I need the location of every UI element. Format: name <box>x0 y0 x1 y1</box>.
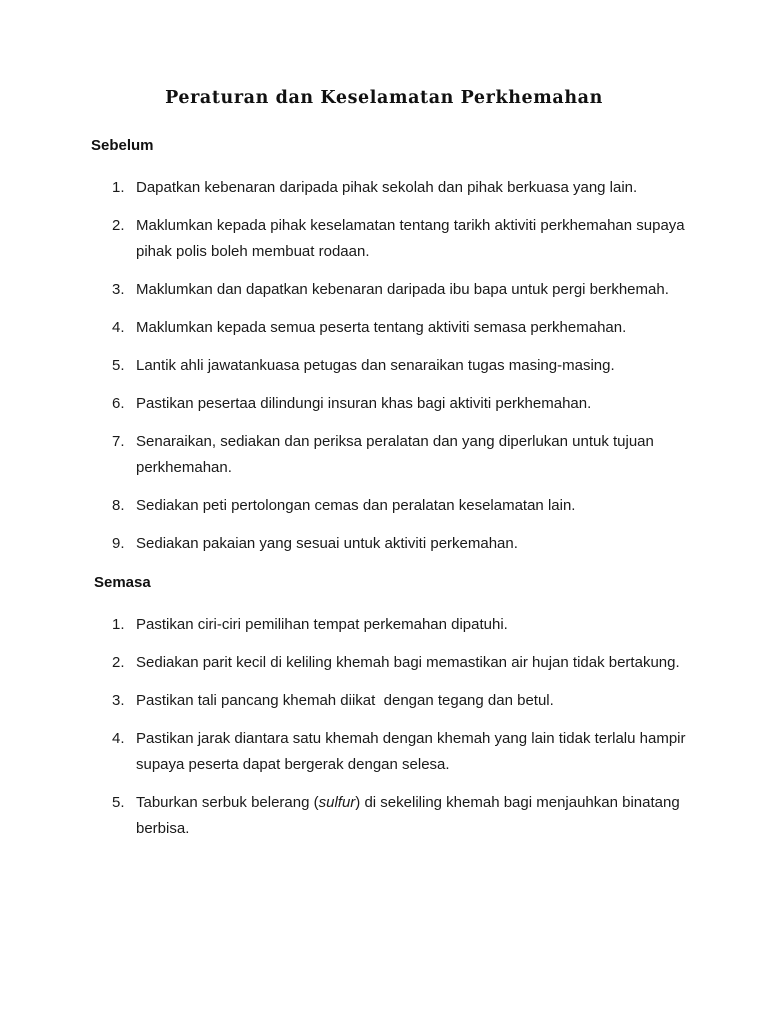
item-text-after: ) di sekeliling khemah bagi menjauhkan binatang berbisa. <box>136 794 680 837</box>
item-number: 7. <box>112 433 125 450</box>
item-text: Pastikan tali pancang khemah diikat dengan tegang dan betul. <box>136 692 554 709</box>
semasa-list <box>0 612 768 842</box>
list-item <box>0 493 768 519</box>
item-number: 9. <box>112 535 125 552</box>
item-text: Sediakan parit kecil di keliling khemah bagi memastikan air hujan tidak bertakung. <box>136 654 680 671</box>
item-number: 1. <box>112 179 125 196</box>
list-item <box>0 790 768 842</box>
item-text-italic: sulfur <box>318 794 356 811</box>
item-text-before: Taburkan serbuk belerang ( <box>136 794 319 811</box>
item-number: 6. <box>112 395 125 412</box>
item-number: 3. <box>112 281 125 298</box>
list-item <box>0 391 768 417</box>
item-number: 5. <box>112 794 125 811</box>
section-heading-sebelum: Sebelum <box>91 137 154 154</box>
item-text <box>136 790 708 842</box>
item-text: Pastikan ciri-ciri pemilihan tempat perkemahan dipatuhi. <box>136 616 508 633</box>
item-text: Maklumkan kepada pihak keselamatan tentang tarikh aktiviti perkhemahan supaya pihak polis boleh membuat rodaan. <box>136 217 685 260</box>
sebelum-list <box>0 175 768 557</box>
item-number: 3. <box>112 692 125 709</box>
item-number: 2. <box>112 217 125 234</box>
list-item <box>0 531 768 557</box>
item-text: Pastikan pesertaa dilindungi insuran khas bagi aktiviti perkhemahan. <box>136 395 592 412</box>
item-text: Sediakan peti pertolongan cemas dan peralatan keselamatan lain. <box>136 497 576 514</box>
item-text: Sediakan pakaian yang sesuai untuk aktiviti perkemahan. <box>136 535 518 552</box>
list-item <box>0 726 768 778</box>
item-number: 4. <box>112 319 125 336</box>
item-number: 5. <box>112 357 125 374</box>
item-number: 8. <box>112 497 125 514</box>
list-item <box>0 688 768 714</box>
item-text: Lantik ahli jawatankuasa petugas dan senaraikan tugas masing-masing. <box>136 357 615 374</box>
item-text: Dapatkan kebenaran daripada pihak sekolah dan pihak berkuasa yang lain. <box>136 179 638 196</box>
list-item <box>0 213 768 265</box>
list-item <box>0 277 768 303</box>
list-item <box>0 429 768 481</box>
item-text: Maklumkan dan dapatkan kebenaran daripada ibu bapa untuk pergi berkhemah. <box>136 281 669 298</box>
list-item <box>0 315 768 341</box>
item-text: Senaraikan, sediakan dan periksa peralatan dan yang diperlukan untuk tujuan perkhemahan. <box>136 433 654 476</box>
list-item <box>0 353 768 379</box>
document-title: Peraturan dan Keselamatan Perkhemahan <box>165 88 603 108</box>
item-text: Maklumkan kepada semua peserta tentang aktiviti semasa perkhemahan. <box>136 319 627 336</box>
list-item <box>0 612 768 638</box>
item-number: 4. <box>112 730 125 747</box>
item-number: 2. <box>112 654 125 671</box>
list-item <box>0 175 768 201</box>
section-heading-semasa: Semasa <box>94 574 151 591</box>
item-text: Pastikan jarak diantara satu khemah dengan khemah yang lain tidak terlalu hampir supaya peserta dapat bergerak dengan selesa. <box>136 730 686 773</box>
list-item <box>0 650 768 676</box>
item-number: 1. <box>112 616 125 633</box>
